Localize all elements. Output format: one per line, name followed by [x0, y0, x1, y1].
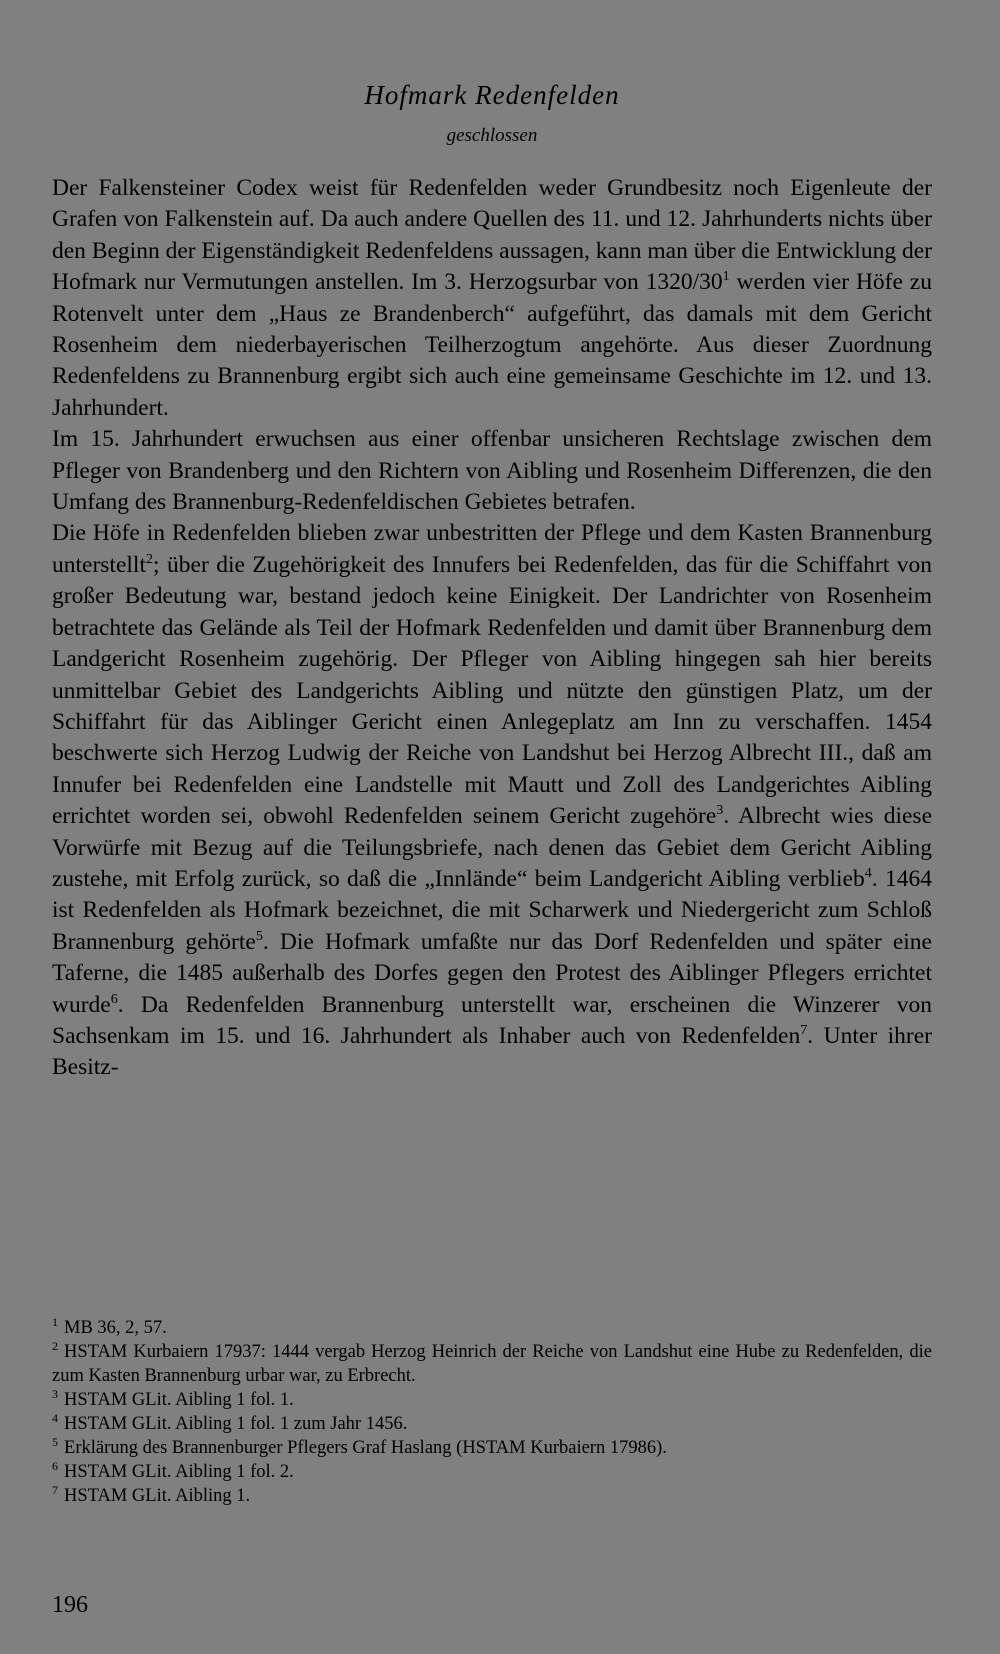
footnote-text: HSTAM Kurbaiern 17937: 1444 vergab Herzog Heinrich der Reiche von Landshut eine Hube zu Redenfelden, die zum Kasten Brannenburg urbar war, zu Erbrecht. [52, 1342, 932, 1386]
paragraph-text: . Unter ihrer Besitz- [52, 1022, 932, 1081]
footnote-number: 4 [52, 1410, 59, 1425]
paragraph-text: . 1464 ist Redenfelden als Hofmark bezeichnet, die mit Scharwerk und Niedergericht zum Schloß Brannenburg gehörte [52, 865, 932, 955]
footnote-text: Erklärung des Brannenburger Pflegers Graf Haslang (HSTAM Kurbaiern 17986). [64, 1438, 667, 1458]
footnote-number: 3 [52, 1386, 59, 1401]
paragraph-text: Die Höfe in Redenfelden blieben zwar unbestritten der Pflege und dem Kasten Brannenburg unterstellt [52, 520, 932, 578]
page-title: Hofmark Redenfelden [364, 80, 620, 110]
footnote-number: 2 [52, 1338, 59, 1353]
footnote [52, 1316, 932, 1340]
footnote [52, 1484, 932, 1508]
footnote-text: HSTAM GLit. Aibling 1 fol. 1 zum Jahr 1456. [64, 1414, 408, 1434]
page-subtitle: geschlossen [446, 125, 538, 146]
paragraph [52, 518, 932, 1083]
paragraph-text: . Die Hofmark umfaßte nur das Dorf Redenfelden und später eine Taferne, die 1485 außerhalb des Dorfes gegen den Protest des Aiblinger Pflegers errichtet wurde [52, 928, 932, 1018]
footnote-text: HSTAM GLit. Aibling 1 fol. 2. [64, 1462, 294, 1482]
footnote-text: HSTAM GLit. Aibling 1 fol. 1. [64, 1390, 294, 1410]
page-number: 196 [52, 1592, 88, 1618]
paragraph-text: Im 15. Jahrhundert erwuchsen aus einer offenbar unsicheren Rechtslage zwischen dem Pfleger von Brandenberg und den Richtern von Aibling und Rosenheim Differenzen, die den Umfang des Brannenburg-Redenfeldischen Gebietes betrafen. [52, 426, 932, 516]
footnote [52, 1340, 932, 1388]
paragraph [52, 173, 932, 424]
footnote [52, 1436, 932, 1460]
footnote [52, 1412, 932, 1436]
footnote-number: 1 [52, 1314, 59, 1329]
footnote-reference: 1 [722, 268, 730, 285]
paragraph-text: werden vier Höfe zu Rotenvelt unter dem „Haus ze Brandenberch“ aufgeführt, das damals mit dem Gericht Rosenheim dem niederbayerischen Teilherzogtum angehörte. Aus dieser Zuordnung Redenfeldens zu Brannenburg ergibt sich auch eine gemeinsame Geschichte im 12. und 13. Jahrhundert. [52, 269, 932, 421]
footnote-reference: 6 [110, 990, 118, 1007]
paragraph-text: . Albrecht wies diese Vorwürfe mit Bezug auf die Teilungsbriefe, nach denen das Gebiet dem Gericht Aibling zustehe, mit Erfolg zurück, so daß die „Innlände“ beim Landgericht Aibling verblieb [52, 803, 932, 892]
paragraph-text: Der Falkensteiner Codex weist für Redenfelden weder Grundbesitz noch Eigenleute der Grafen von Falkenstein auf. Da auch andere Quellen des 11. und 12. Jahrhunderts nichts über den Beginn der Eigenständigkeit Redenfeldens aussagen, kann man über die Entwicklung der Hofmark nur Vermutungen anstellen. Im 3. Herzogsurbar von 1320/30 [52, 175, 932, 296]
footnote-reference: 4 [864, 865, 872, 882]
main-text [52, 173, 932, 1084]
paragraph-text: ; über die Zugehörigkeit des Innufers bei Redenfelden, das für die Schiffahrt von großer Bedeutung war, bestand jedoch keine Einigkeit. Der Landrichter von Rosenheim betrachtete das Gelände als Teil der Hofmark Redenfelden und damit über Brannenburg dem Landgericht Rosenheim zugehörig. Der Pfleger von Aibling hingegen sah hier bereits unmittelbar Gebiet des Landgerichts Aibling und nützte den günstigen Platz, um der Schiffahrt für das Aiblinger Gericht einen Anlegeplatz am Inn zu verschaffen. 1454 beschwerte sich Herzog Ludwig der Reiche von Landshut bei Herzog Albrecht III., daß am Innufer bei Redenfelden eine Landstelle mit Mautt und Zoll des Landgerichtes Aibling errichtet worden sei, obwohl Redenfelden seinem Gericht zugehöre [52, 551, 932, 830]
footnote-reference: 3 [716, 802, 724, 819]
paragraph [52, 424, 932, 518]
footnote-number: 6 [52, 1458, 59, 1473]
footnote [52, 1388, 932, 1412]
footnote [52, 1460, 932, 1484]
paragraph-text: . Da Redenfelden Brannenburg unterstellt war, erscheinen die Winzerer von Sachsenkam im 15. und 16. Jahrhundert als Inhaber auch von Redenfelden [52, 991, 932, 1049]
footnote-text: HSTAM GLit. Aibling 1. [64, 1486, 251, 1506]
page-body [52, 80, 932, 1084]
footnote-number: 7 [52, 1482, 59, 1497]
footnotes [52, 1316, 932, 1508]
footnote-number: 5 [52, 1434, 59, 1449]
footnote-reference: 5 [255, 927, 263, 944]
footnote-reference: 7 [800, 1022, 808, 1039]
footnote-reference: 2 [145, 551, 154, 568]
footnote-text: MB 36, 2, 57. [64, 1318, 167, 1338]
